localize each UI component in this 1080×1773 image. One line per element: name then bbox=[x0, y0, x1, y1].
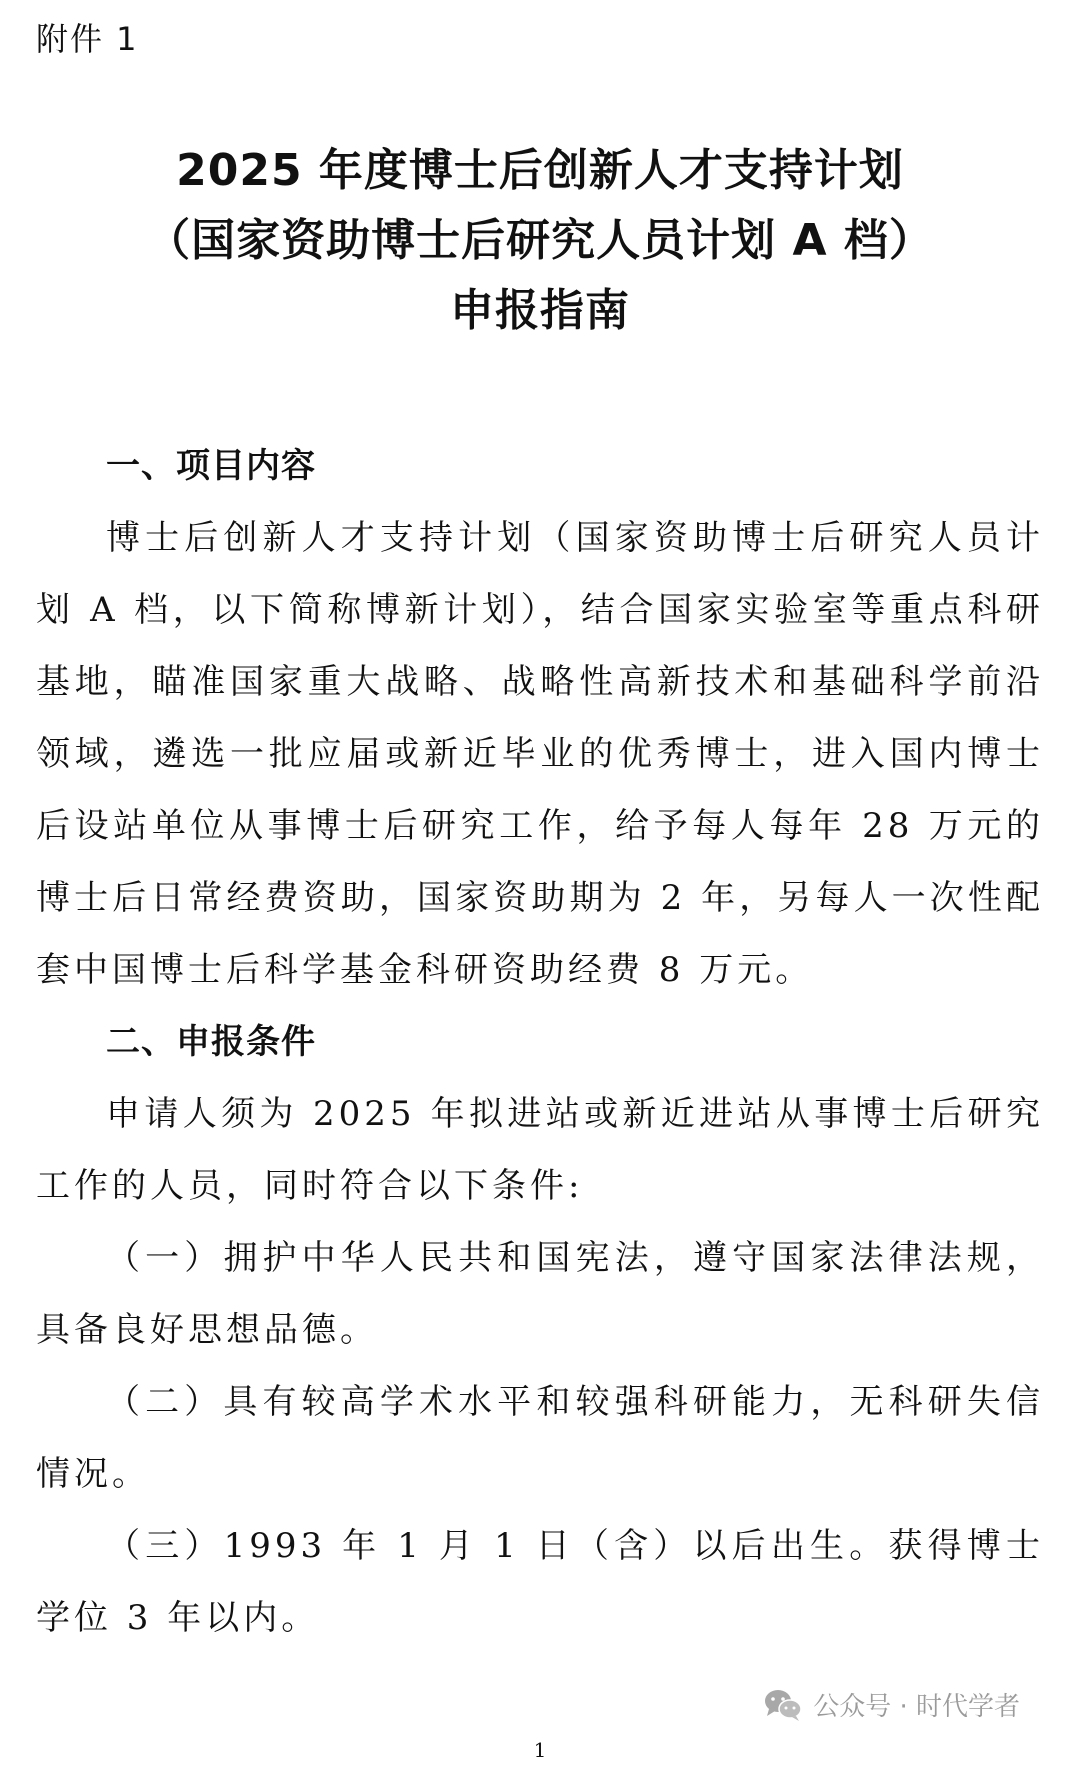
title-line-2: （国家资助博士后研究人员计划 A 档） bbox=[146, 215, 934, 266]
wechat-icon bbox=[763, 1688, 803, 1722]
condition-item-1: （一）拥护中华人民共和国宪法，遵守国家法律法规，具备良好思想品德。 bbox=[36, 1238, 1044, 1350]
title-line-3: 申报指南 bbox=[450, 285, 630, 336]
document-body bbox=[36, 430, 1044, 1654]
paragraph-project-content: 博士后创新人才支持计划（国家资助博士后研究人员计划 A 档，以下简称博新计划），结合国家实验室等重点科研基地，瞄准国家重大战略、战略性高新技术和基础科学前沿领域，遴选一批应届或新近毕业的优秀博士，进入国内博士后设站单位从事博士后研究工作，给予每人每年 28 万元的博士后日常经费资助，国家资助期为 2 年，另每人一次性配套中国博士后科学基金科研资助经费 8 万元。 bbox=[36, 518, 1044, 990]
title-line-1: 2025 年度博士后创新人才支持计划 bbox=[176, 145, 904, 196]
watermark-text: 公众号 · 时代学者 bbox=[813, 1692, 1020, 1722]
condition-item-3: （三）1993 年 1 月 1 日（含）以后出生。获得博士学位 3 年以内。 bbox=[36, 1526, 1044, 1638]
watermark bbox=[763, 1686, 1020, 1723]
attachment-label: 附件 1 bbox=[36, 20, 139, 58]
page-number: 1 bbox=[533, 1738, 547, 1762]
section-heading-project-content: 一、项目内容 bbox=[106, 446, 316, 486]
section-heading-application-conditions: 二、申报条件 bbox=[106, 1022, 316, 1062]
condition-item-2: （二）具有较高学术水平和较强科研能力，无科研失信情况。 bbox=[36, 1382, 1044, 1494]
paragraph-conditions-intro: 申请人须为 2025 年拟进站或新近进站从事博士后研究工作的人员，同时符合以下条件: bbox=[36, 1094, 1044, 1206]
document-title bbox=[0, 136, 1080, 346]
